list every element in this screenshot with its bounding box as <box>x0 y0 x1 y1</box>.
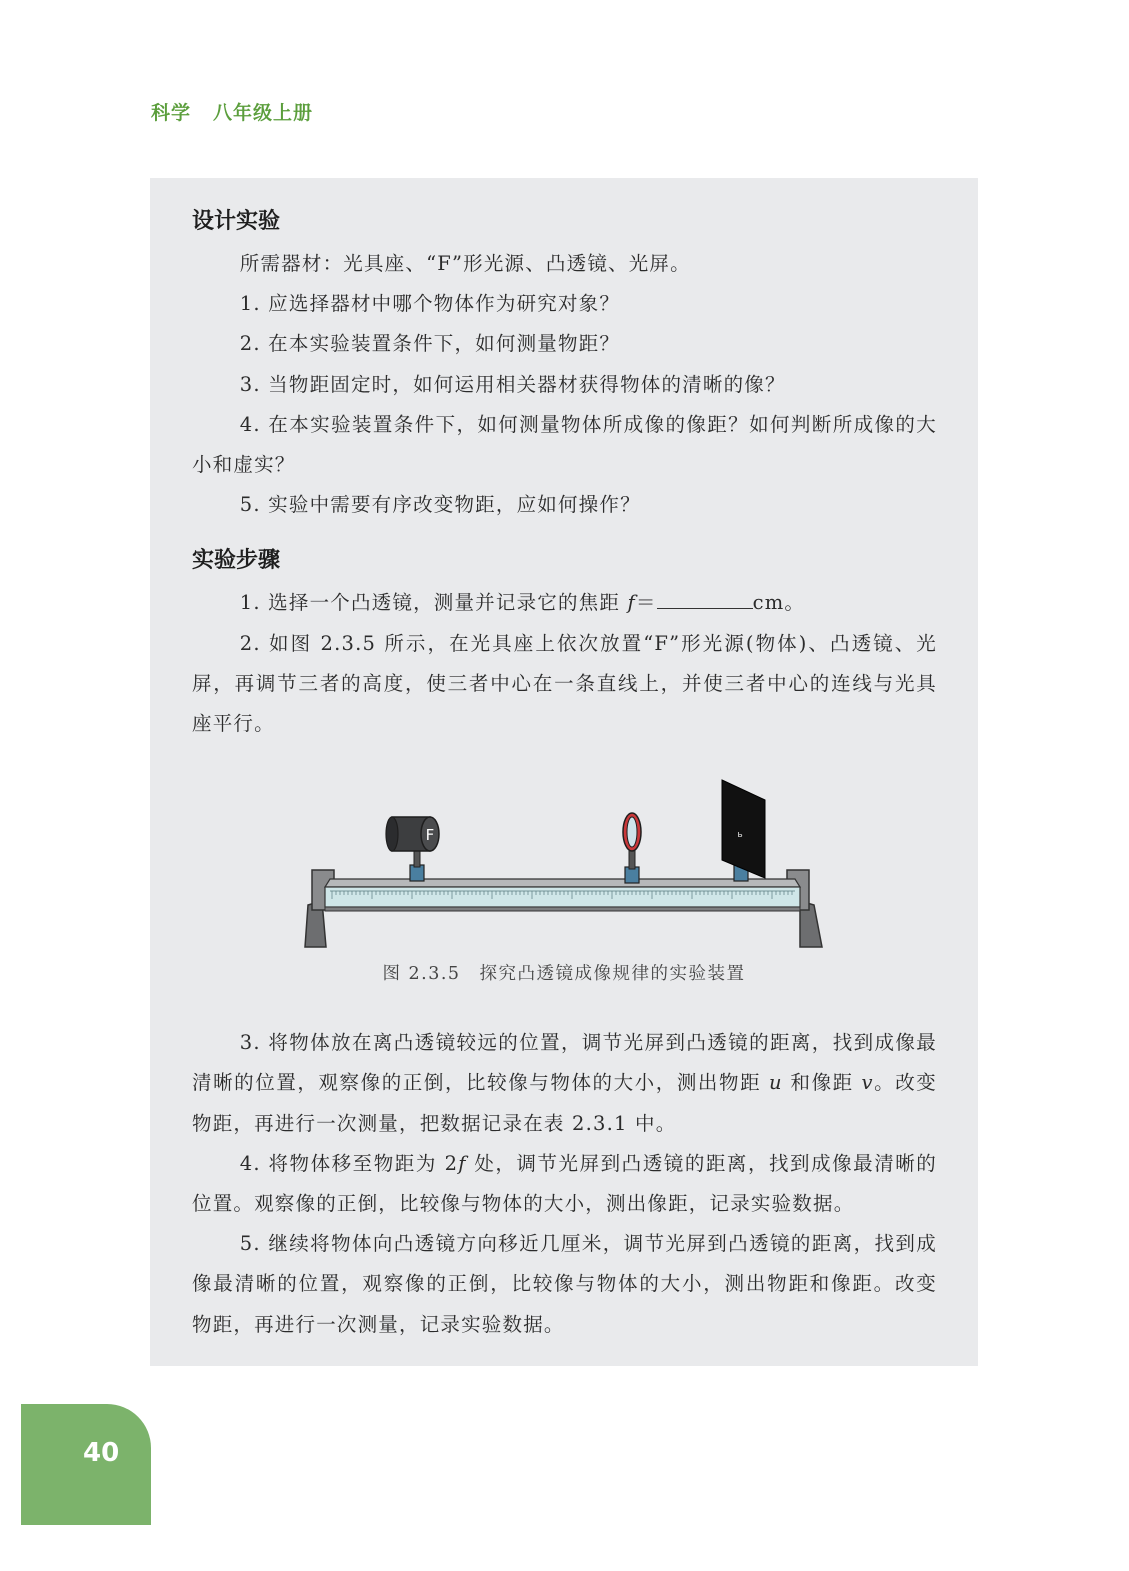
step-2: 2. 如图 2.3.5 所示，在光具座上依次放置“F”形光源(物体)、凸透镜、光屏，再调节三者的高度，使三者中心在一条直线上，并使三者中心的连线与光具座平行。 <box>192 631 937 736</box>
optical-bench-figure <box>300 775 830 960</box>
step-1-text: 1. 选择一个凸透镜，测量并记录它的焦距 <box>239 591 628 615</box>
step-3-text-b: 和像距 <box>782 1071 862 1095</box>
optical-bench-illustration <box>300 775 830 960</box>
object-distance-symbol: u <box>768 1071 783 1095</box>
design-item-1: 1. 应选择器材中哪个物体作为研究对象？ <box>239 292 621 316</box>
step-5: 5. 继续将物体向凸透镜方向移近几厘米，调节光屏到凸透镜的距离，找到成像最清晰的位置，观察像的正倒，比较像与物体的大小，测出物距和像距。改变物距，再进行一次测量，记录实验数据。 <box>192 1232 937 1336</box>
step-1 <box>192 583 937 623</box>
unit-cm: cm。 <box>752 591 806 615</box>
focal-length-symbol: f <box>627 591 636 615</box>
design-item-5: 5. 实验中需要有序改变物距，应如何操作？ <box>239 493 641 517</box>
page-number-tab <box>21 1404 151 1525</box>
source-f-letter: F <box>425 826 435 844</box>
design-item-2: 2. 在本实验装置条件下，如何测量物距？ <box>239 332 621 356</box>
step-3-text-a: 3. 将物体放在离凸透镜较远的位置，调节光屏到凸透镜的距离，找到成像最清晰的位置，观察像的正倒，比较像与物体的大小，测出物距 <box>192 1031 937 1095</box>
equals-sign: ＝ <box>635 591 657 615</box>
grade-label: 八年级上册 <box>213 102 314 124</box>
page-header <box>151 98 313 125</box>
step-3 <box>192 1023 937 1144</box>
main-content <box>192 200 937 1345</box>
screen-image-letter: ь <box>737 830 743 840</box>
section-title-steps: 实验步骤 <box>192 548 281 574</box>
step-4-text-a: 4. 将物体移至物距为 2 <box>239 1151 459 1175</box>
step-4 <box>192 1144 937 1224</box>
focal-length-blank[interactable] <box>657 590 753 609</box>
step-4-text-b: 处，调节光屏到凸透镜的距离，找到成像最清晰的位置。观察像的正倒，比较像与物体的大小，测出像距，记录实验数据。 <box>192 1151 937 1216</box>
design-item-4: 4. 在本实验装置条件下，如何测量物体所成像的像距？如何判断所成像的大小和虚实？ <box>192 412 937 477</box>
materials-text: 所需器材：光具座、“F”形光源、凸透镜、光屏。 <box>239 252 691 275</box>
design-item-3: 3. 当物距固定时，如何运用相关器材获得物体的清晰的像？ <box>239 372 786 396</box>
step-3-text-c: 。改变物距，再进行一次测量，把数据记录在表 2.3.1 中。 <box>192 1071 937 1135</box>
page-number: 40 <box>83 1438 120 1468</box>
image-distance-symbol: v <box>861 1071 874 1095</box>
subject-label: 科学 <box>151 102 192 124</box>
step-4-f-symbol: f <box>458 1151 467 1175</box>
section-title-design: 设计实验 <box>192 209 281 234</box>
figure-caption: 图 2.3.5 探究凸透镜成像规律的实验装置 <box>382 964 746 984</box>
